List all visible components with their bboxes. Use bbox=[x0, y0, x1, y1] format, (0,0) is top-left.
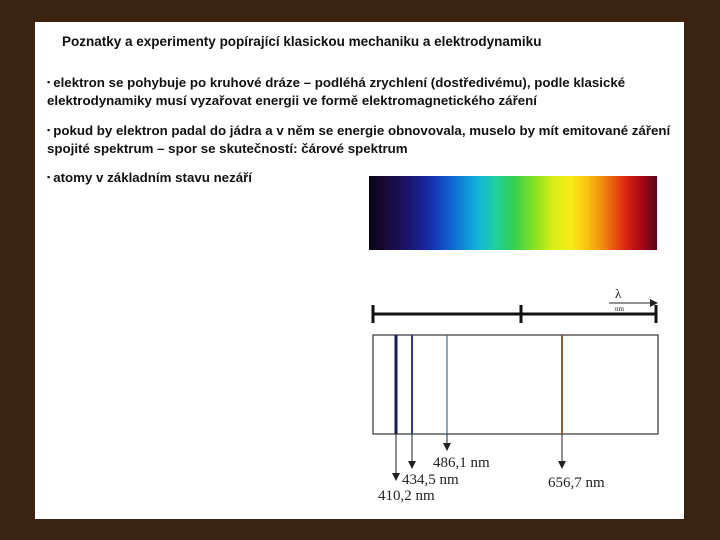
label-434nm: 434,5 nm bbox=[402, 472, 459, 488]
wavelength-axis bbox=[373, 286, 657, 323]
slide-title: Poznatky a experimenty popírající klasickou mechaniku a elektrodynamiku bbox=[62, 34, 542, 49]
line-spectrum-diagram bbox=[35, 22, 684, 519]
lambda-symbol: λ bbox=[615, 286, 622, 301]
slide bbox=[35, 22, 684, 519]
label-656nm: 656,7 nm bbox=[548, 475, 605, 491]
bullet-text: atomy v základním stavu nezáří bbox=[53, 170, 252, 185]
label-410nm: 410,2 nm bbox=[378, 488, 435, 504]
bullet-marker: ▪ bbox=[47, 77, 51, 87]
label-486nm: 486,1 nm bbox=[433, 455, 490, 471]
bullet-marker: ▪ bbox=[47, 125, 51, 135]
axis-unit: nm bbox=[615, 305, 624, 313]
bullet-text: elektron se pohybuje po kruhové dráze – podléhá zrychlení (dostředivému), podle klasické elektrodynamiky musí vyzařovat energii ve formě elektromagnetického záření bbox=[47, 75, 626, 108]
line-spectrum-box bbox=[373, 335, 658, 434]
bullet-text: pokud by elektron padal do jádra a v něm se energie obnovovala, muselo by mít emitované záření spojité spektrum – spor se skutečností: čárové spektrum bbox=[47, 123, 671, 156]
bullet-marker: ▪ bbox=[47, 172, 51, 182]
